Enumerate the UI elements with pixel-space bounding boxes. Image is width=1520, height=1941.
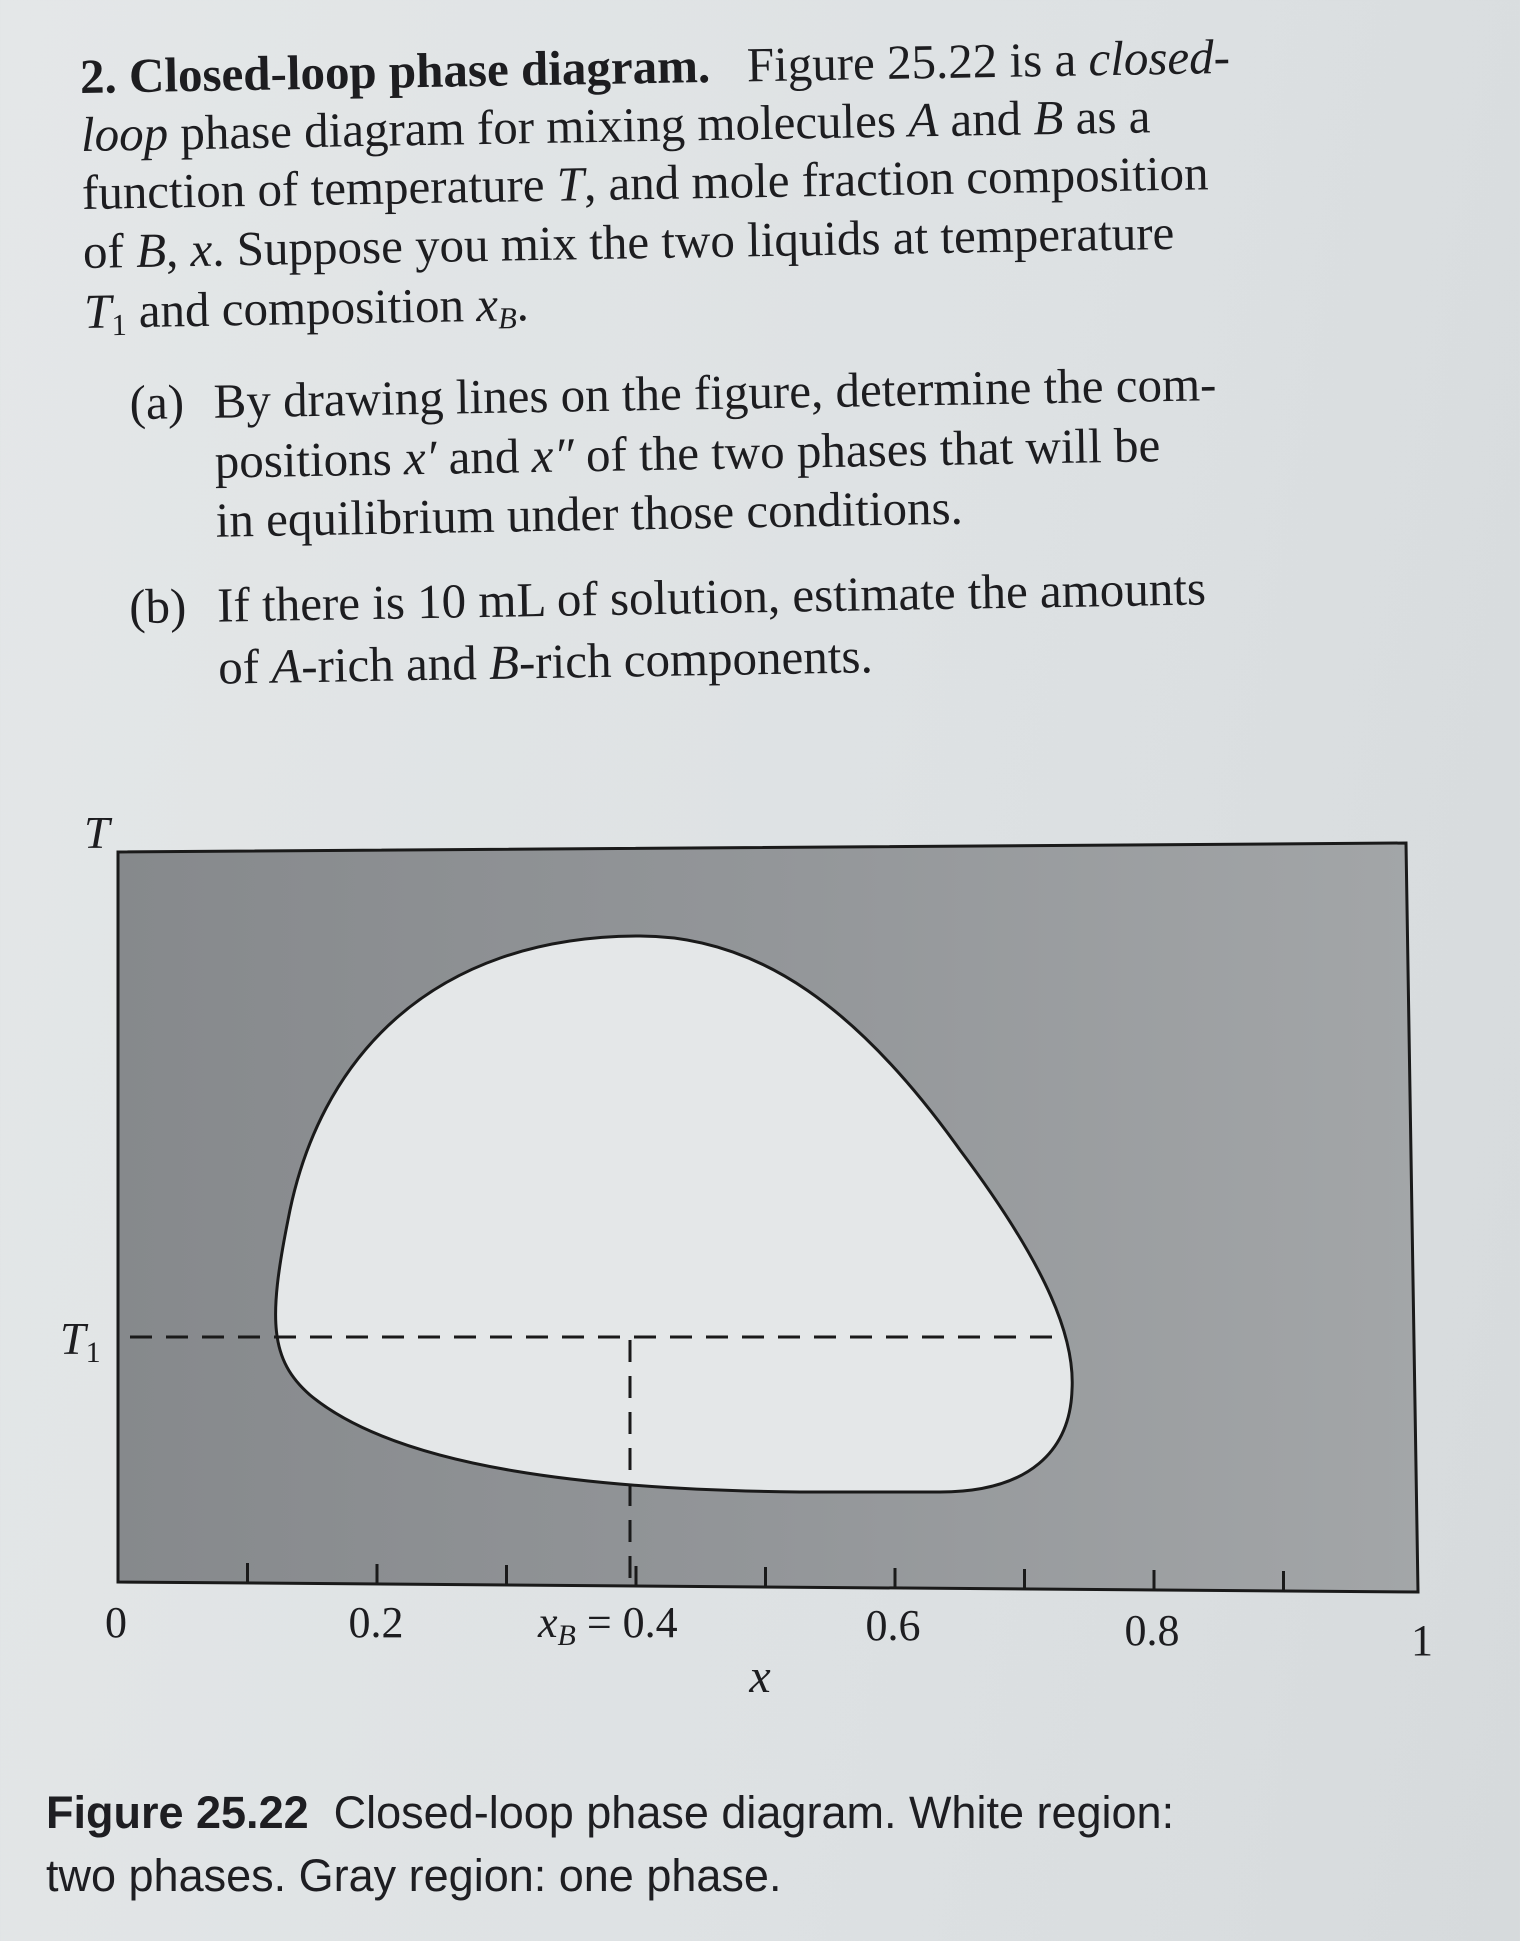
- text: B: [1032, 89, 1064, 146]
- y-axis-label: T: [84, 807, 110, 858]
- text: as a: [1062, 88, 1151, 145]
- tick-label-0.2: 0.2: [348, 1598, 404, 1647]
- text: x: [475, 276, 499, 333]
- text: and: [937, 90, 1034, 148]
- text: positions: [214, 430, 405, 489]
- tick-label-0: 0: [105, 1598, 127, 1647]
- text: closed-: [1087, 28, 1231, 87]
- tick-label-0.8: 0.8: [1124, 1606, 1180, 1655]
- tick-label-0.6: 0.6: [865, 1601, 921, 1650]
- text: of: [217, 638, 272, 695]
- text: B: [497, 301, 518, 336]
- caption-label: Figure 25.22: [46, 1787, 309, 1838]
- text: x′: [403, 429, 437, 486]
- text: 1: [85, 1336, 101, 1369]
- problem-title: Closed-loop phase diagram.: [128, 38, 711, 104]
- tick-label-xb: [537, 1598, 678, 1652]
- text: Closed-loop phase diagram. White region:: [308, 1787, 1175, 1838]
- part-a-label: (a): [129, 374, 185, 431]
- part-a-line-3: in equilibrium under those conditions.: [215, 479, 964, 548]
- t1-label: [60, 1313, 101, 1369]
- text: B: [135, 222, 167, 279]
- text: , and mole fraction composition: [583, 145, 1209, 212]
- text: . Suppose you mix the two liquids at temperature: [211, 204, 1175, 277]
- text: x: [190, 221, 213, 278]
- text: 1: [111, 307, 128, 343]
- text: T: [556, 156, 585, 212]
- text: B: [557, 1619, 576, 1652]
- tick-label-1: 1: [1411, 1616, 1433, 1665]
- part-a-line-1: By drawing lines on the figure, determine the com-: [213, 356, 1217, 429]
- text: of: [82, 223, 137, 279]
- figure-caption-line-2: two phases. Gray region: one phase.: [46, 1850, 782, 1901]
- text: -rich and: [300, 634, 490, 694]
- text: phase diagram for mixing molecules: [167, 92, 909, 161]
- text: A: [907, 92, 939, 148]
- text: loop: [80, 105, 169, 162]
- text: x: [538, 1598, 558, 1647]
- text: and composition: [126, 277, 477, 339]
- text: Figure 25.22 is a: [746, 31, 1089, 93]
- text: function of temperature: [81, 156, 558, 220]
- text: x″: [531, 427, 575, 484]
- text: ,: [165, 222, 191, 278]
- text: T: [60, 1313, 86, 1364]
- text: B: [488, 634, 520, 690]
- text: A: [270, 638, 302, 694]
- problem-number: 2.: [79, 48, 118, 104]
- part-b-line-1: If there is 10 mL of solution, estimate the amounts: [216, 560, 1207, 633]
- text: T: [83, 283, 112, 339]
- figure-caption-line-1: [46, 1782, 1174, 1844]
- text: -rich components.: [518, 628, 874, 690]
- text: = 0.4: [575, 1598, 678, 1647]
- part-b-label: (b): [128, 578, 187, 635]
- text: and: [435, 428, 533, 485]
- text: of the two phases that will be: [573, 417, 1161, 483]
- text: .: [516, 276, 530, 332]
- x-axis-label: x: [749, 1650, 771, 1703]
